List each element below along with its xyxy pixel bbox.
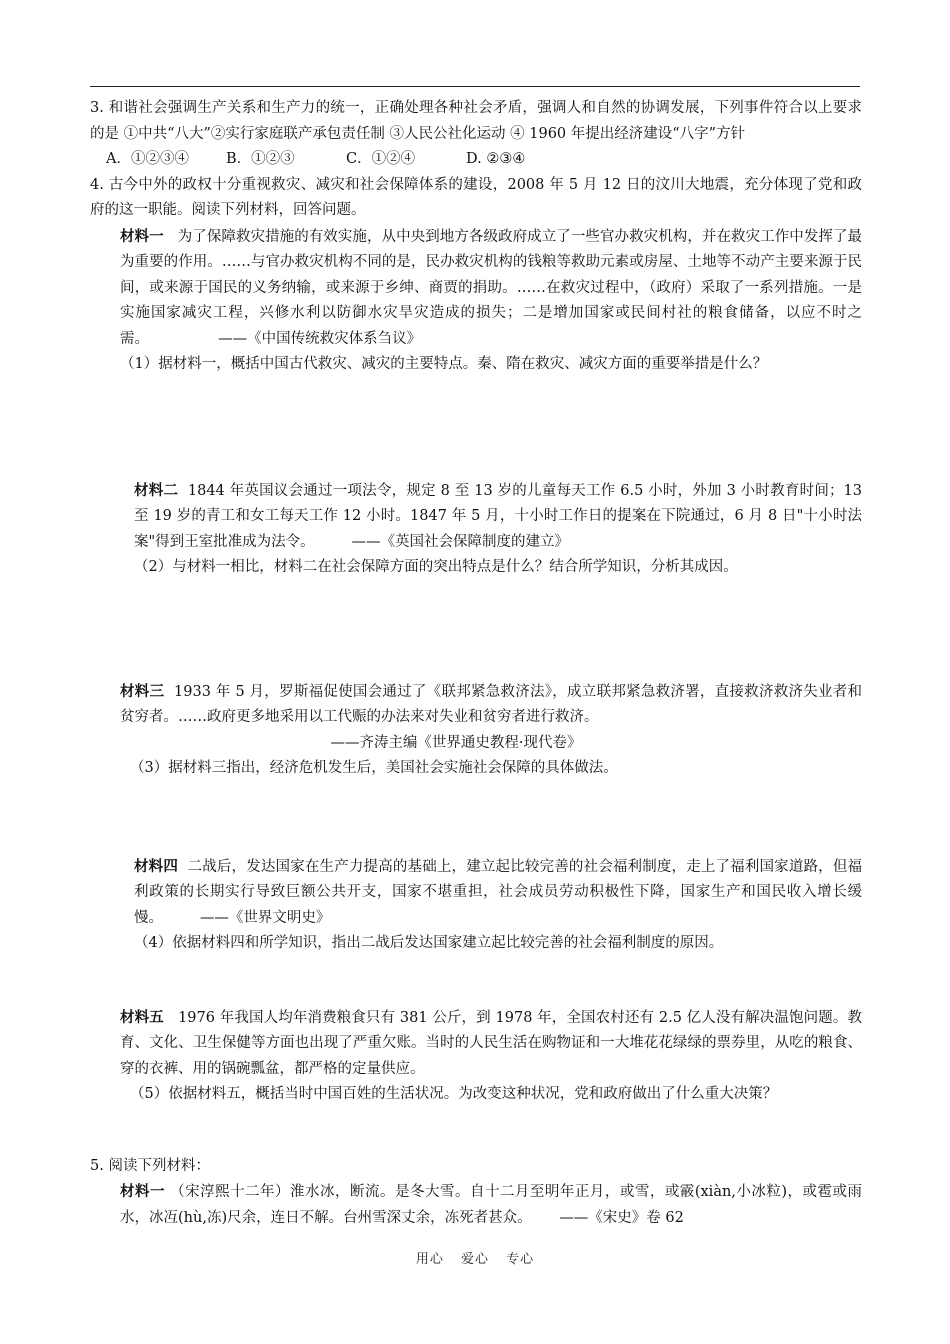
q3-options xyxy=(90,147,862,173)
q4-material-5 xyxy=(90,1005,862,1083)
q3-option-a: A．①②③④ xyxy=(106,151,189,167)
footer-word-3: 专心 xyxy=(506,1252,535,1267)
material-label: 材料二 xyxy=(134,481,179,499)
material-source: ——《宋史》卷 62 xyxy=(559,1209,684,1226)
material-text: 为了保障救灾措施的有效实施，从中央到地方各级政府成立了一些官办救灾机构，并在救灾工作中发挥了最为重要的作用。……与官办救灾机构不同的是，民办救灾机构的钱粮等救助元素或房屋、土地等不动产主要来源于民间，或来源于国民的义务纳输，或来源于乡绅、商贾的捐助。……在救灾过程中，（政府）采取了一系列措施。一是实施国家减灾工程，兴修水利以防御水灾旱灾造成的损失；二是增加国家或民间村社的粮食储备，以应不时之需。 xyxy=(120,228,863,347)
q3-option-c: C．①②④ xyxy=(346,151,416,167)
material-label: 材料一 xyxy=(120,227,164,245)
q3-option-d: D. ②③④ xyxy=(466,151,526,167)
material-text: （宋淳熙十二年）淮水冰，断流。是冬大雪。自十二月至明年正月，或雪，或霰(xiàn,小冰粒)，或雹或雨水，冰冱(hù,冻)尺余，连日不解。台州雪深丈余，冻死者甚众。 xyxy=(120,1184,863,1226)
material-source: ——《英国社会保障制度的建立》 xyxy=(351,533,570,550)
q3-option-b: B．①②③ xyxy=(226,151,295,167)
q4-material-2 xyxy=(90,478,862,556)
material-text: 1976 年我国人均年消费粮食只有 381 公斤，到 1978 年，全国农村还有 2.5 亿人没有解决温饱问题。教育、文化、卫生保健等方面也出现了严重欠账。当时的人民生活在购物证和一大堆花花绿绿的票券里，从吃的粮食、穿的衣裤、用的锅碗瓢盆，都严格的定量供应。 xyxy=(120,1009,863,1077)
material-text: 1933 年 5 月，罗斯福促使国会通过了《联邦紧急救济法》，成立联邦紧急救济署，直接救济救济失业者和贫穷者。……政府更多地采用以工代赈的办法来对失业和贫穷者进行救济。 xyxy=(120,683,863,725)
q4-question-3: （3）据材料三指出，经济危机发生后，美国社会实施社会保障的具体做法。 xyxy=(130,760,618,776)
material-text: 二战后，发达国家在生产力提高的基础上，建立起比较完善的社会福利制度，走上了福利国家道路，但福利政策的长期实行导致巨额公共开支，国家不堪重担，社会成员劳动积极性下降，国家生产和国民收入增长缓慢。 xyxy=(134,858,863,926)
q5-material-1 xyxy=(90,1179,862,1231)
q4-material-3-source: ——齐涛主编《世界通史教程·现代卷》 xyxy=(330,734,582,751)
q4-material-4 xyxy=(90,854,862,932)
q4-material-3 xyxy=(90,679,862,731)
material-text: 1844 年英国议会通过一项法令，规定 8 至 13 岁的儿童每天工作 6.5 小时，外加 3 小时教育时间；13 至 19 岁的青工和女工每天工作 12 小时。1847 年 5 月，十小时工作日的提案在下院通过，6 月 8 日"十小时法案"得到王室批准成为法令。 xyxy=(134,482,863,550)
footer-word-2: 爱心 xyxy=(460,1252,489,1267)
material-label: 材料五 xyxy=(120,1008,164,1026)
footer-word-1: 用心 xyxy=(415,1252,444,1267)
q4-question-4: （4）依据材料四和所学知识，指出二战后发达国家建立起比较完善的社会福利制度的原因。 xyxy=(134,935,724,951)
q5-stem: 5. 阅读下列材料： xyxy=(90,1157,210,1174)
material-source: ——《世界文明史》 xyxy=(199,909,331,926)
material-source: ——《中国传统救灾体系刍议》 xyxy=(218,330,422,347)
q4-question-5: （5）依据材料五，概括当时中国百姓的生活状况。为改变这种状况，党和政府做出了什么重大决策？ xyxy=(130,1086,778,1102)
material-label: 材料一 xyxy=(120,1183,165,1200)
material-label: 材料三 xyxy=(120,682,165,700)
page-footer xyxy=(0,1248,950,1267)
document-body xyxy=(90,96,862,1231)
q4-material-1 xyxy=(90,224,862,353)
header-rule xyxy=(90,86,860,87)
material-label: 材料四 xyxy=(134,857,178,875)
q3-stem: 3. 和谐社会强调生产关系和生产力的统一，正确处理各种社会矛盾，强调人和自然的协调发展，下列事件符合以上要求的是 ①中共“八大”②实行家庭联产承包责任制 ③人民公社化运动 ④ 1960 年提出经济建设“八字”方针 xyxy=(90,100,862,142)
q4-question-2: （2）与材料一相比，材料二在社会保障方面的突出特点是什么？结合所学知识，分析其成因。 xyxy=(134,559,738,575)
q4-stem: 4. 古今中外的政权十分重视救灾、减灾和社会保障体系的建设，2008 年 5 月 12 日的汶川大地震，充分体现了党和政府的这一职能。阅读下列材料，回答问题。 xyxy=(90,176,863,218)
q4-question-1: （1）据材料一，概括中国古代救灾、减灾的主要特点。秦、隋在救灾、减灾方面的重要举措是什么？ xyxy=(120,356,768,372)
